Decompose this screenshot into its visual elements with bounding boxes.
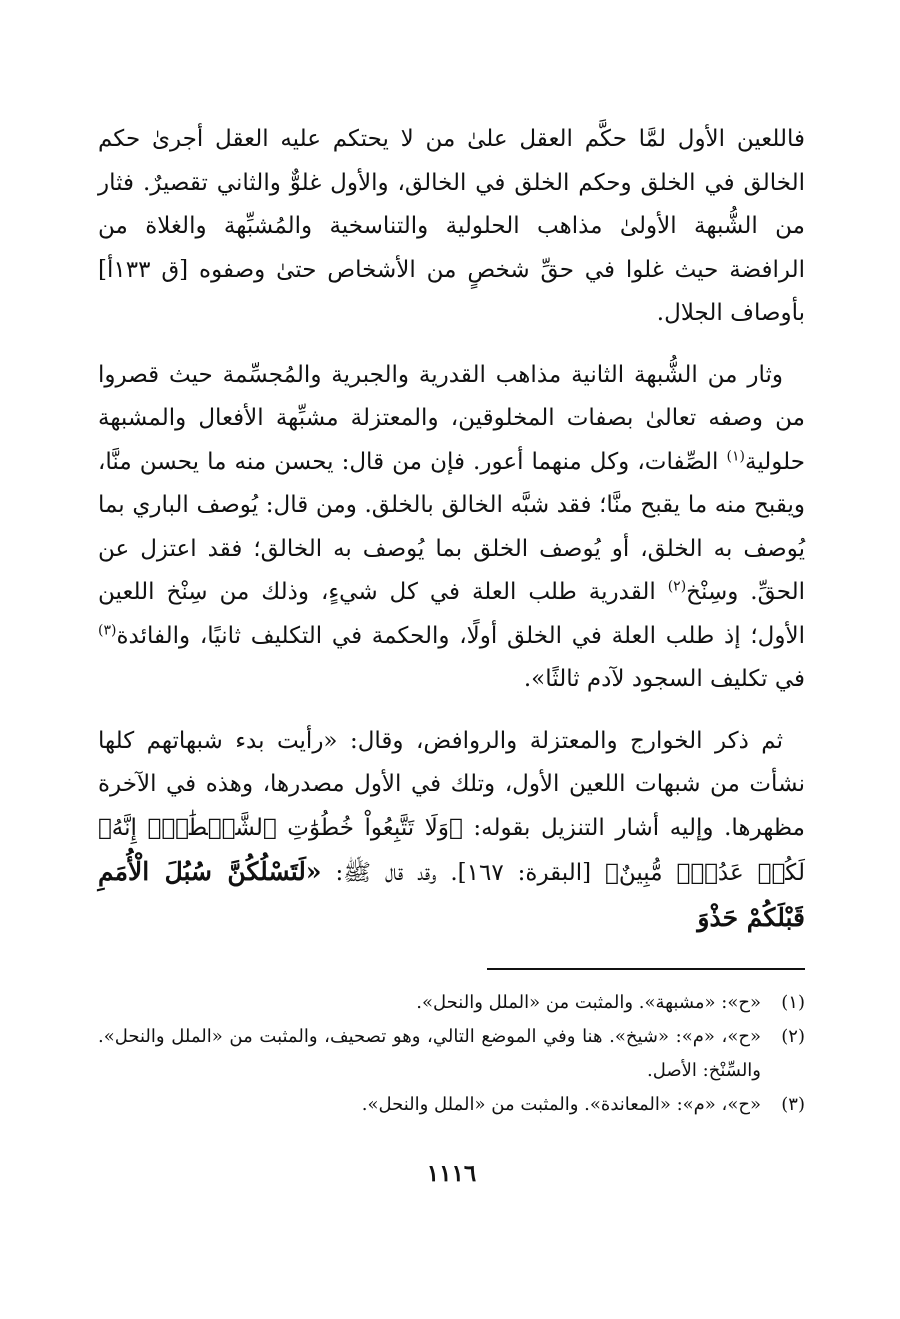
- footnote-text: «ح»: «مشبهة». والمثبت من «الملل والنحل».: [416, 992, 761, 1013]
- footnote-ref-1[interactable]: (١): [726, 447, 745, 464]
- paragraph-2-text-b: الصِّفات، وكل منهما أعور. فإن من قال: يحسن منه ما يحسن منَّا، ويقبح منه ما يقبح منَّا؛ فقد شبَّه الخالق بالخلق. ومن قال: يُوصف الباري بما يُوصف به الخلق، أو يُوصف الخلق بما يُوصف به الخالق؛ فقد اعتزل عن الحقِّ. وسِنْخ: [98, 448, 805, 605]
- page-number: ١١١٦: [426, 1160, 477, 1187]
- book-page: [98, 118, 805, 1198]
- paragraph-1-text: فاللعين الأول لمَّا حكَّم العقل علىٰ من لا يحتكم عليه العقل أجرىٰ حكم الخالق في الخلق وحكم الخلق في الخالق، والأول غلوٌّ والثاني تقصيرٌ. فثار من الشُّبهة الأولىٰ مذاهب الحلولية والتناسخية والمُشبِّهة والغلاة من الرافضة حيث غلوا في حقِّ شخصٍ من الأشخاص حتىٰ وصفوه [ق ١٣٣أ] بأوصاف الجلال.: [98, 126, 805, 326]
- footnote-ref-3[interactable]: (٣): [98, 621, 117, 638]
- paragraph-2: [98, 354, 805, 702]
- footnote-number: (٣): [781, 1094, 805, 1115]
- footnote-number: (١): [781, 992, 805, 1013]
- footnote-ref-2[interactable]: (٢): [667, 578, 687, 595]
- paragraph-2-text-c: القدرية طلب العلة في كل شيءٍ، وذلك من سِنْخ اللعين الأول؛ إذ طلب العلة في الخلق أولًا، والحكمة في التكليف ثانيًا، والفائدة: [98, 579, 805, 649]
- footnote-text: «ح»، «م»: «المعاندة». والمثبت من «الملل والنحل».: [361, 1094, 761, 1115]
- paragraph-3-text-b: . وقد قال ﷺ:: [321, 860, 458, 886]
- footnote-1: [98, 986, 805, 1020]
- footnote-number: (٢): [781, 1026, 805, 1047]
- footnote-separator: [487, 968, 805, 970]
- footnote-3: [98, 1088, 805, 1122]
- paragraph-2-text-d: في تكليف السجود لآدم ثالثًا».: [523, 666, 805, 692]
- quran-reference: [البقرة: ١٦٧]: [457, 860, 606, 886]
- footnotes: [98, 986, 805, 1122]
- footnote-text: «ح»، «م»: «شيخ». هنا وفي الموضع التالي، وهو تصحيف، والمثبت من «الملل والنحل». والسِّنْخ: الأصل.: [98, 1026, 761, 1081]
- hadith-quote: «لَتَسْلُكُنَّ سُبُلَ الْأُمَمِ قَبْلَكُمْ حَذْوَ: [98, 857, 805, 932]
- footnote-2: [98, 1020, 805, 1088]
- quran-verse: ﴿وَلَا تَتَّبِعُواْ خُطُوَٰتِ ٱلشَّيۡطَٰنِۚ إِنَّهُۥ لَكُمۡ عَدُوّٞ مُّبِينٌ﴾: [98, 814, 805, 886]
- paragraph-3: [98, 720, 805, 942]
- paragraph-1: [98, 118, 805, 336]
- paragraph-3-text-a: ثم ذكر الخوارج والمعتزلة والروافض، وقال: «رأيت بدء شبهاتهم كلها نشأت من شبهات اللعين الأول، وتلك في الأول مصدرها، وهذه في الآخرة مظهرها. وإليه أشار التنزيل بقوله:: [98, 727, 805, 841]
- paragraph-2-text-a: وثار من الشُّبهة الثانية مذاهب القدرية والجبرية والمُجسِّمة حيث قصروا من وصفه تعالىٰ بصفات المخلوقين، والمعتزلة مشبِّهة الأفعال والمشبهة حلولية: [98, 361, 805, 475]
